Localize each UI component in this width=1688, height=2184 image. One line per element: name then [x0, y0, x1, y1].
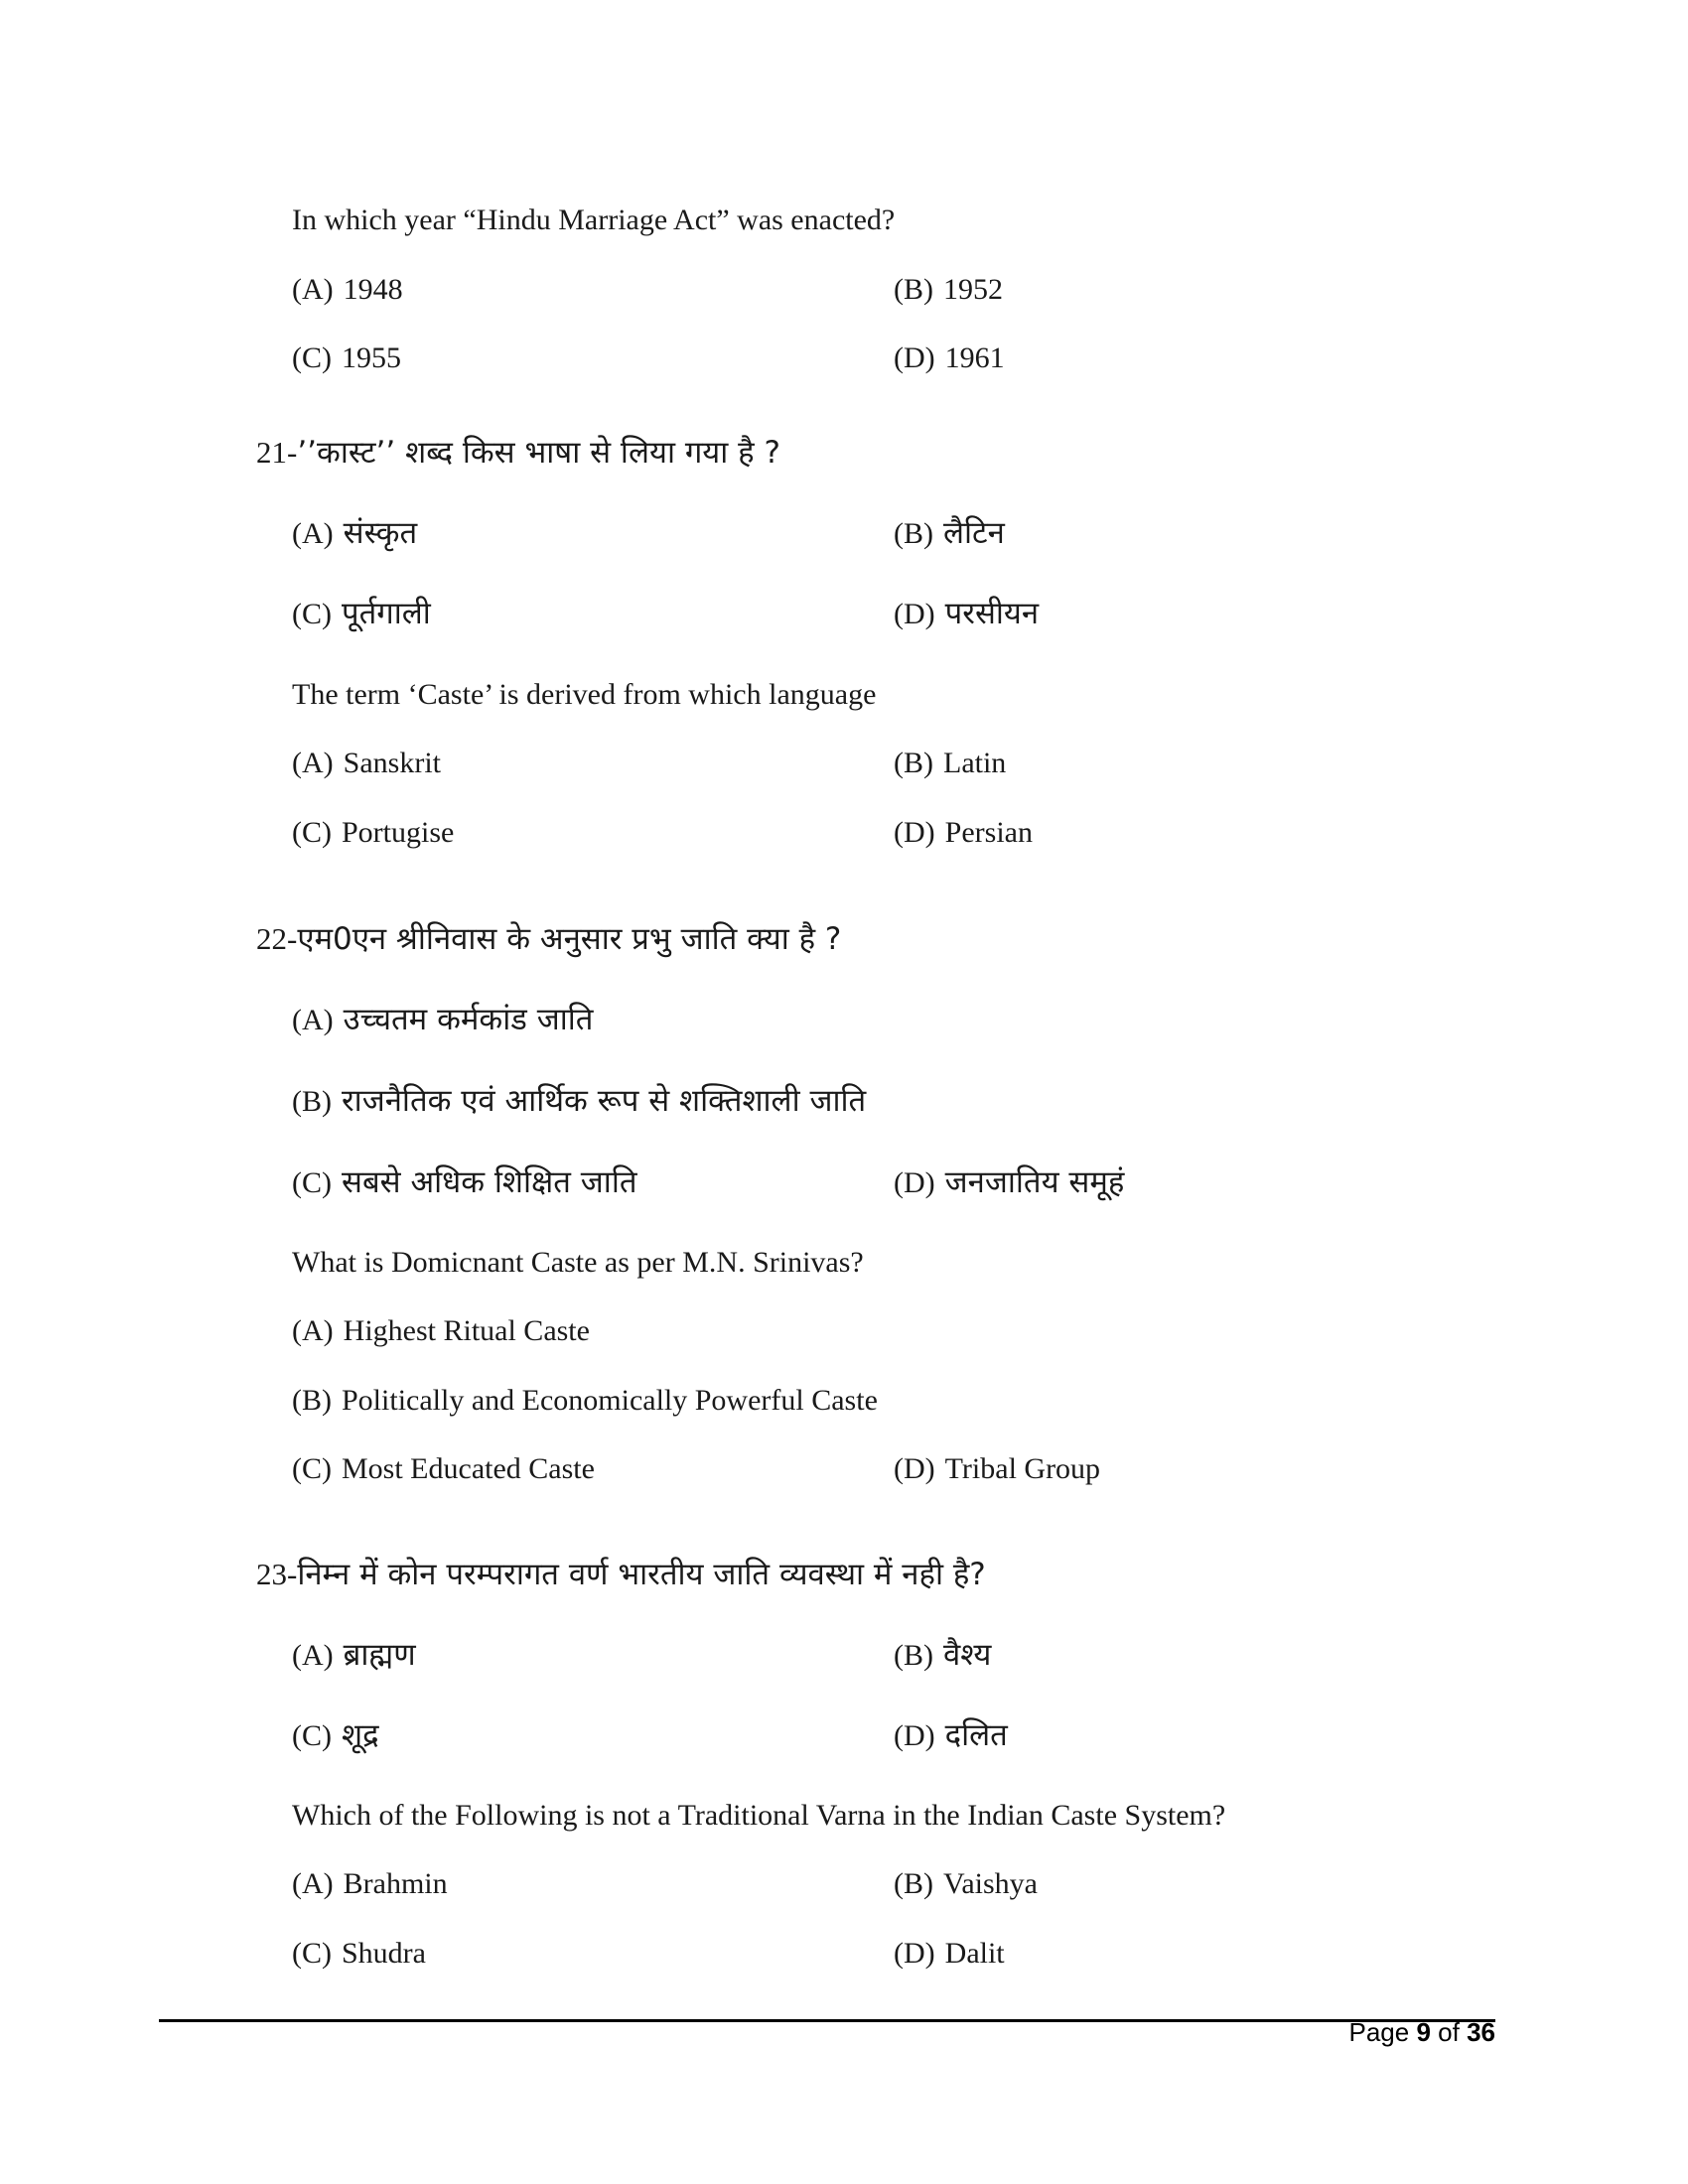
question-number: 21-: [256, 435, 298, 470]
option-a: (A) उच्चतम कर्मकांड जाति: [292, 1002, 594, 1037]
question-text: In which year “Hindu Marriage Act” was enacted?: [292, 204, 896, 236]
option-a: (A) 1948: [292, 273, 403, 306]
option-c: (C) Portugise: [292, 816, 455, 849]
option-a: (A) ब्राह्मण: [292, 1637, 416, 1673]
option-b: (B) लैटिन: [894, 515, 1005, 551]
option-a: (A) Brahmin: [292, 1867, 448, 1900]
page-indicator: [1348, 2017, 1495, 2048]
question-hindi: 23-निम्न में कोन परम्परागत वर्ण भारतीय जाति व्यवस्था में नही है?: [256, 1557, 986, 1592]
option-b: (B) Politically and Economically Powerful Caste: [292, 1384, 878, 1417]
option-a: (A) Sanskrit: [292, 747, 441, 779]
option-b: (B) राजनैतिक एवं आर्थिक रूप से शक्तिशाली जाति: [292, 1083, 867, 1119]
option-c: (C) सबसे अधिक शिक्षित जाति: [292, 1164, 637, 1200]
option-b: (B) Vaishya: [894, 1867, 1038, 1900]
option-d: (D) दलित: [894, 1717, 1008, 1753]
question-hindi: 22-एम0एन श्रीनिवास के अनुसार प्रभु जाति क्या है ?: [256, 921, 842, 957]
question-text: What is Domicnant Caste as per M.N. Srinivas?: [292, 1246, 864, 1279]
option-c: (C) शूद्र: [292, 1717, 379, 1753]
question-hindi: 21-’’कास्ट’’ शब्द किस भाषा से लिया गया है ?: [256, 435, 780, 471]
option-a: (A) संस्कृत: [292, 515, 418, 551]
question-text: The term ‘Caste’ is derived from which language: [292, 678, 877, 711]
footer-divider: [159, 2019, 1495, 2022]
page-total: 36: [1467, 2017, 1495, 2047]
option-b: (B) 1952: [894, 273, 1003, 306]
page-current: 9: [1416, 2017, 1431, 2047]
option-c: (C) Shudra: [292, 1937, 426, 1970]
page-word: Page: [1348, 2017, 1410, 2047]
option-c: (C) 1955: [292, 341, 401, 374]
of-word: of: [1438, 2017, 1460, 2047]
question-text: Which of the Following is not a Traditional Varna in the Indian Caste System?: [292, 1799, 1226, 1832]
option-d: (D) Persian: [894, 816, 1033, 849]
option-d: (D) Tribal Group: [894, 1452, 1101, 1485]
option-c: (C) पूर्तगाली: [292, 596, 431, 631]
question-number: 22-: [256, 921, 298, 956]
option-b: (B) Latin: [894, 747, 1007, 779]
option-d: (D) 1961: [894, 341, 1005, 374]
question-number: 23-: [256, 1557, 298, 1591]
option-d: (D) Dalit: [894, 1937, 1005, 1970]
option-d: (D) जनजातिय समूहं: [894, 1164, 1125, 1200]
option-b: (B) वैश्य: [894, 1637, 992, 1673]
option-c: (C) Most Educated Caste: [292, 1452, 595, 1485]
option-d: (D) परसीयन: [894, 596, 1040, 631]
option-a: (A) Highest Ritual Caste: [292, 1314, 590, 1347]
